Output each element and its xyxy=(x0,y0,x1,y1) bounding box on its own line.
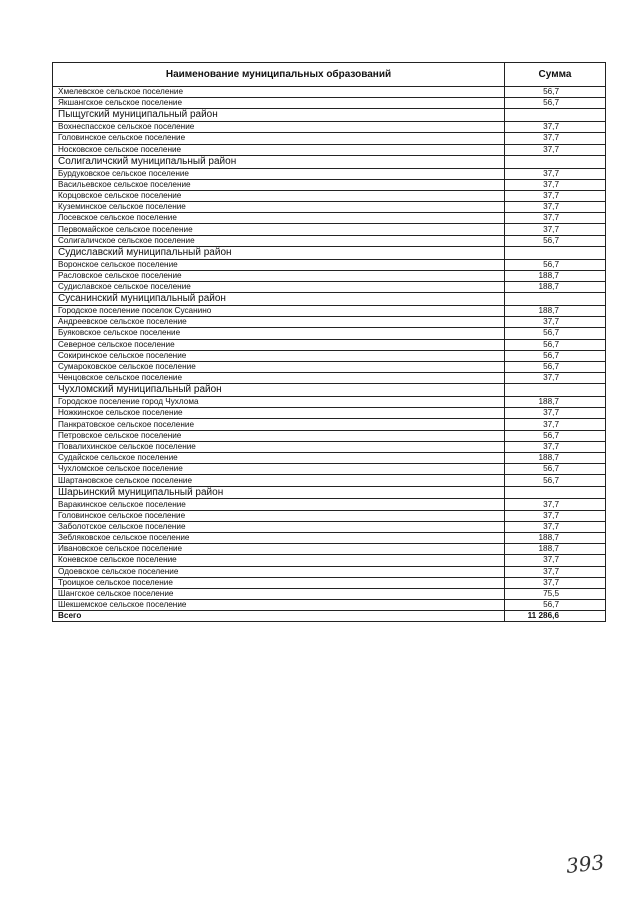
table-row xyxy=(53,270,606,281)
settlement-name: Повалихинское сельское поселение xyxy=(53,441,505,452)
table-row xyxy=(53,339,606,350)
row-sum: 37,7 xyxy=(505,499,606,510)
row-sum: 37,7 xyxy=(505,133,606,144)
row-sum: 56,7 xyxy=(505,600,606,611)
district-row xyxy=(53,293,606,306)
district-row xyxy=(53,246,606,259)
row-sum: 188,7 xyxy=(505,532,606,543)
settlement-name: Якшангское сельское поселение xyxy=(53,98,505,109)
row-sum xyxy=(505,155,606,168)
settlement-name: Северное сельское поселение xyxy=(53,339,505,350)
settlement-name: Судиславское сельское поселение xyxy=(53,282,505,293)
settlement-name: Троицкое сельское поселение xyxy=(53,577,505,588)
settlement-name: Куземинское сельское поселение xyxy=(53,202,505,213)
table-row xyxy=(53,190,606,201)
table-row xyxy=(53,144,606,155)
table-row xyxy=(53,475,606,486)
settlement-name: Головинское сельское поселение xyxy=(53,510,505,521)
settlement-name: Городское поселение поселок Сусанино xyxy=(53,306,505,317)
row-sum: 56,7 xyxy=(505,98,606,109)
district-name: Шарьинский муниципальный район xyxy=(53,486,505,499)
settlement-name: Буяковское сельское поселение xyxy=(53,328,505,339)
table-row xyxy=(53,168,606,179)
header-name: Наименование муниципальных образований xyxy=(53,63,505,87)
table-row xyxy=(53,259,606,270)
table-row xyxy=(53,555,606,566)
row-sum: 37,7 xyxy=(505,179,606,190)
row-sum: 37,7 xyxy=(505,190,606,201)
district-name: Солигаличский муниципальный район xyxy=(53,155,505,168)
row-sum: 37,7 xyxy=(505,202,606,213)
settlement-name: Хмелевское сельское поселение xyxy=(53,87,505,98)
table-row xyxy=(53,282,606,293)
table-row xyxy=(53,306,606,317)
header-sum: Сумма xyxy=(505,63,606,87)
table-row xyxy=(53,532,606,543)
table-row xyxy=(53,98,606,109)
settlement-name: Городское поселение город Чухлома xyxy=(53,397,505,408)
row-sum xyxy=(505,293,606,306)
settlement-name: Ченцовское сельское поселение xyxy=(53,373,505,384)
settlement-name: Первомайское сельское поселение xyxy=(53,224,505,235)
row-sum: 37,7 xyxy=(505,510,606,521)
settlement-name: Головинское сельское поселение xyxy=(53,133,505,144)
row-sum: 37,7 xyxy=(505,168,606,179)
table-row xyxy=(53,235,606,246)
settlement-name: Корцовское сельское поселение xyxy=(53,190,505,201)
row-sum xyxy=(505,109,606,122)
settlement-name: Зебляковское сельское поселение xyxy=(53,532,505,543)
row-sum: 56,7 xyxy=(505,235,606,246)
district-name: Сусанинский муниципальный район xyxy=(53,293,505,306)
table-row xyxy=(53,544,606,555)
settlement-name: Ивановское сельское поселение xyxy=(53,544,505,555)
table-row xyxy=(53,464,606,475)
district-name: Судиславский муниципальный район xyxy=(53,246,505,259)
row-sum: 37,7 xyxy=(505,419,606,430)
settlement-name: Вохнеспасское сельское поселение xyxy=(53,122,505,133)
row-sum: 188,7 xyxy=(505,397,606,408)
settlement-name: Лосевское сельское поселение xyxy=(53,213,505,224)
settlement-name: Сумароковское сельское поселение xyxy=(53,361,505,372)
row-sum: 188,7 xyxy=(505,282,606,293)
settlement-name: Ножкинское сельское поселение xyxy=(53,408,505,419)
handwritten-page-number: 393 xyxy=(564,850,606,878)
settlement-name: Сокиринское сельское поселение xyxy=(53,350,505,361)
row-sum: 188,7 xyxy=(505,544,606,555)
table-row xyxy=(53,499,606,510)
row-sum: 56,7 xyxy=(505,328,606,339)
settlement-name: Расловское сельское поселение xyxy=(53,270,505,281)
table-row xyxy=(53,588,606,599)
table-row xyxy=(53,317,606,328)
settlement-name: Коневское сельское поселение xyxy=(53,555,505,566)
table-row xyxy=(53,408,606,419)
row-sum xyxy=(505,486,606,499)
row-sum: 188,7 xyxy=(505,306,606,317)
district-row xyxy=(53,155,606,168)
settlement-name: Воронское сельское поселение xyxy=(53,259,505,270)
settlement-name: Андреевское сельское поселение xyxy=(53,317,505,328)
table-row xyxy=(53,577,606,588)
settlement-name: Шекшемское сельское поселение xyxy=(53,600,505,611)
row-sum: 37,7 xyxy=(505,408,606,419)
row-sum: 37,7 xyxy=(505,122,606,133)
table-row xyxy=(53,328,606,339)
settlement-name: Шангское сельское поселение xyxy=(53,588,505,599)
district-row xyxy=(53,109,606,122)
settlement-name: Солигаличское сельское поселение xyxy=(53,235,505,246)
total-label: Всего xyxy=(53,611,505,622)
row-sum: 56,7 xyxy=(505,350,606,361)
table-row xyxy=(53,179,606,190)
row-sum: 188,7 xyxy=(505,453,606,464)
row-sum xyxy=(505,246,606,259)
table-row xyxy=(53,441,606,452)
row-sum: 56,7 xyxy=(505,430,606,441)
settlement-name: Панкратовское сельское поселение xyxy=(53,419,505,430)
row-sum: 56,7 xyxy=(505,464,606,475)
table-row xyxy=(53,224,606,235)
district-row xyxy=(53,384,606,397)
table-row xyxy=(53,430,606,441)
row-sum: 56,7 xyxy=(505,339,606,350)
table-row xyxy=(53,373,606,384)
settlement-name: Варакинское сельское поселение xyxy=(53,499,505,510)
table-row xyxy=(53,600,606,611)
row-sum: 37,7 xyxy=(505,224,606,235)
row-sum: 56,7 xyxy=(505,259,606,270)
row-sum: 75,5 xyxy=(505,588,606,599)
table-body xyxy=(53,87,606,611)
table-row xyxy=(53,419,606,430)
budget-table xyxy=(52,62,606,622)
row-sum: 37,7 xyxy=(505,521,606,532)
row-sum: 37,7 xyxy=(505,441,606,452)
settlement-name: Петровское сельское поселение xyxy=(53,430,505,441)
table-row xyxy=(53,510,606,521)
district-row xyxy=(53,486,606,499)
table-row xyxy=(53,521,606,532)
row-sum: 37,7 xyxy=(505,566,606,577)
row-sum: 188,7 xyxy=(505,270,606,281)
table-row xyxy=(53,350,606,361)
settlement-name: Носковское сельское поселение xyxy=(53,144,505,155)
table-row xyxy=(53,566,606,577)
table-row xyxy=(53,87,606,98)
district-name: Чухломский муниципальный район xyxy=(53,384,505,397)
settlement-name: Судайское сельское поселение xyxy=(53,453,505,464)
table-row xyxy=(53,122,606,133)
row-sum: 56,7 xyxy=(505,87,606,98)
row-sum: 37,7 xyxy=(505,555,606,566)
table-row xyxy=(53,397,606,408)
row-sum: 56,7 xyxy=(505,475,606,486)
table-row xyxy=(53,453,606,464)
row-sum: 56,7 xyxy=(505,361,606,372)
settlement-name: Чухломское сельское поселение xyxy=(53,464,505,475)
table-row xyxy=(53,361,606,372)
settlement-name: Одоевское сельское поселение xyxy=(53,566,505,577)
row-sum: 37,7 xyxy=(505,317,606,328)
settlement-name: Васильевское сельское поселение xyxy=(53,179,505,190)
row-sum: 37,7 xyxy=(505,213,606,224)
settlement-name: Бурдуковское сельское поселение xyxy=(53,168,505,179)
total-row xyxy=(53,611,606,622)
table-row xyxy=(53,213,606,224)
row-sum: 37,7 xyxy=(505,577,606,588)
row-sum: 37,7 xyxy=(505,144,606,155)
table-header-row xyxy=(53,63,606,87)
settlement-name: Шартановское сельское поселение xyxy=(53,475,505,486)
settlement-name: Заболотское сельское поселение xyxy=(53,521,505,532)
row-sum: 37,7 xyxy=(505,373,606,384)
row-sum xyxy=(505,384,606,397)
table-row xyxy=(53,202,606,213)
district-name: Пыщугский муниципальный район xyxy=(53,109,505,122)
table-row xyxy=(53,133,606,144)
total-sum: 11 286,6 xyxy=(505,611,606,622)
